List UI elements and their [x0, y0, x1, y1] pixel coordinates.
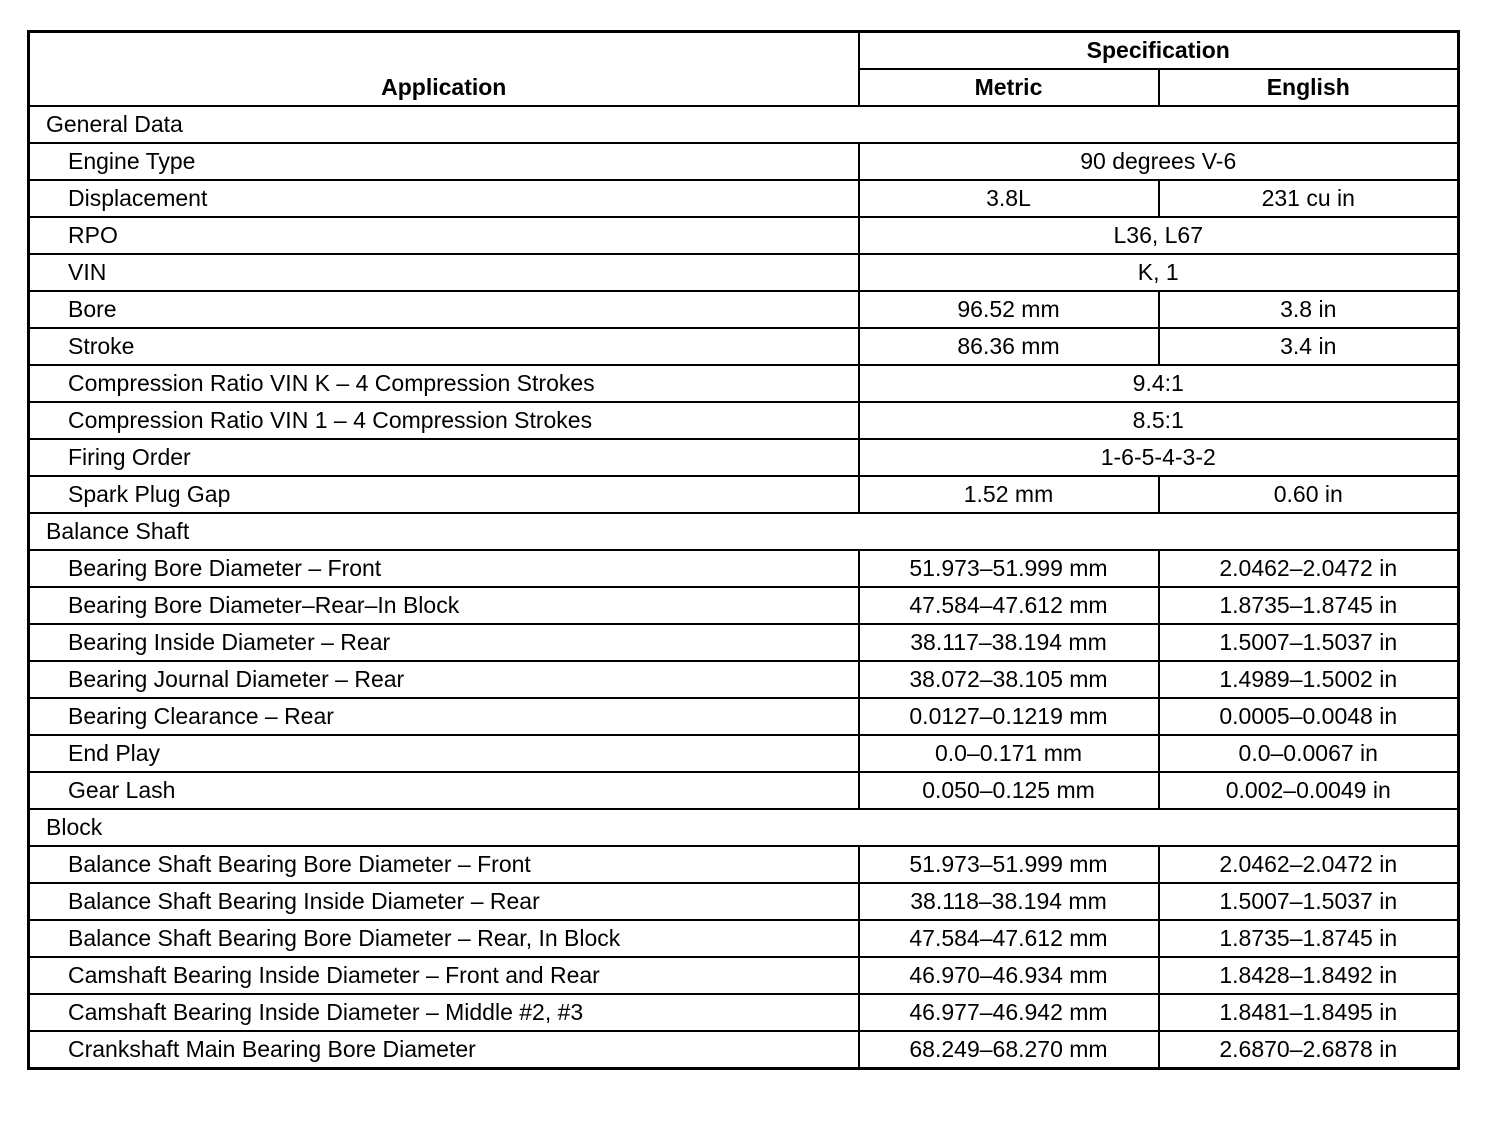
table-row: [29, 180, 1459, 217]
table-row: [29, 254, 1459, 291]
section-title: Block: [29, 809, 1459, 846]
row-label: VIN: [29, 254, 859, 291]
metric-value: 38.072–38.105 mm: [859, 661, 1159, 698]
table-row: [29, 920, 1459, 957]
metric-value: 1.52 mm: [859, 476, 1159, 513]
english-value: 1.8735–1.8745 in: [1159, 920, 1459, 957]
table-row: [29, 994, 1459, 1031]
row-label: Spark Plug Gap: [29, 476, 859, 513]
combined-value: L36, L67: [859, 217, 1459, 254]
metric-value: 51.973–51.999 mm: [859, 846, 1159, 883]
row-label: Bearing Clearance – Rear: [29, 698, 859, 735]
table-row: [29, 624, 1459, 661]
table-row: [29, 735, 1459, 772]
english-value: 3.8 in: [1159, 291, 1459, 328]
table-row: [29, 883, 1459, 920]
metric-header: Metric: [859, 69, 1159, 106]
metric-value: 38.118–38.194 mm: [859, 883, 1159, 920]
section-title: Balance Shaft: [29, 513, 1459, 550]
combined-value: 9.4:1: [859, 365, 1459, 402]
row-label: Balance Shaft Bearing Bore Diameter – Front: [29, 846, 859, 883]
section-row: [29, 809, 1459, 846]
row-label: Camshaft Bearing Inside Diameter – Front and Rear: [29, 957, 859, 994]
table-row: [29, 143, 1459, 180]
metric-value: 68.249–68.270 mm: [859, 1031, 1159, 1069]
metric-value: 51.973–51.999 mm: [859, 550, 1159, 587]
metric-value: 86.36 mm: [859, 328, 1159, 365]
row-label: Bearing Bore Diameter – Front: [29, 550, 859, 587]
specification-header: Specification: [859, 32, 1459, 70]
table-row: [29, 439, 1459, 476]
english-value: 1.5007–1.5037 in: [1159, 883, 1459, 920]
english-value: 231 cu in: [1159, 180, 1459, 217]
metric-value: 0.050–0.125 mm: [859, 772, 1159, 809]
english-header: English: [1159, 69, 1459, 106]
table-row: [29, 846, 1459, 883]
row-label: End Play: [29, 735, 859, 772]
row-label: Engine Type: [29, 143, 859, 180]
english-value: 1.4989–1.5002 in: [1159, 661, 1459, 698]
metric-value: 38.117–38.194 mm: [859, 624, 1159, 661]
row-label: Balance Shaft Bearing Inside Diameter – Rear: [29, 883, 859, 920]
metric-value: 46.970–46.934 mm: [859, 957, 1159, 994]
metric-value: 46.977–46.942 mm: [859, 994, 1159, 1031]
metric-value: 96.52 mm: [859, 291, 1159, 328]
combined-value: 1-6-5-4-3-2: [859, 439, 1459, 476]
metric-value: 3.8L: [859, 180, 1159, 217]
table-row: [29, 550, 1459, 587]
section-row: [29, 106, 1459, 143]
row-label: Bore: [29, 291, 859, 328]
table-row: [29, 698, 1459, 735]
row-label: Bearing Journal Diameter – Rear: [29, 661, 859, 698]
table-row: [29, 291, 1459, 328]
table-row: [29, 1031, 1459, 1069]
engine-spec-table: [27, 30, 1460, 1070]
table-row: [29, 328, 1459, 365]
row-label: Compression Ratio VIN K – 4 Compression Strokes: [29, 365, 859, 402]
metric-value: 47.584–47.612 mm: [859, 587, 1159, 624]
row-label: Compression Ratio VIN 1 – 4 Compression Strokes: [29, 402, 859, 439]
table-row: [29, 217, 1459, 254]
english-value: 1.8428–1.8492 in: [1159, 957, 1459, 994]
row-label: RPO: [29, 217, 859, 254]
row-label: Crankshaft Main Bearing Bore Diameter: [29, 1031, 859, 1069]
table-body: [29, 106, 1459, 1069]
english-value: 3.4 in: [1159, 328, 1459, 365]
table-header: [29, 32, 1459, 107]
table-row: [29, 661, 1459, 698]
table-row: [29, 587, 1459, 624]
section-row: [29, 513, 1459, 550]
english-value: 0.002–0.0049 in: [1159, 772, 1459, 809]
row-label: Stroke: [29, 328, 859, 365]
english-value: 1.5007–1.5037 in: [1159, 624, 1459, 661]
english-value: 0.0–0.0067 in: [1159, 735, 1459, 772]
table-row: [29, 402, 1459, 439]
table-row: [29, 365, 1459, 402]
combined-value: 90 degrees V-6: [859, 143, 1459, 180]
section-title: General Data: [29, 106, 1459, 143]
english-value: 1.8735–1.8745 in: [1159, 587, 1459, 624]
table-row: [29, 772, 1459, 809]
row-label: Gear Lash: [29, 772, 859, 809]
combined-value: K, 1: [859, 254, 1459, 291]
combined-value: 8.5:1: [859, 402, 1459, 439]
metric-value: 47.584–47.612 mm: [859, 920, 1159, 957]
row-label: Bearing Inside Diameter – Rear: [29, 624, 859, 661]
row-label: Bearing Bore Diameter–Rear–In Block: [29, 587, 859, 624]
row-label: Firing Order: [29, 439, 859, 476]
english-value: 1.8481–1.8495 in: [1159, 994, 1459, 1031]
table-row: [29, 476, 1459, 513]
metric-value: 0.0127–0.1219 mm: [859, 698, 1159, 735]
row-label: Displacement: [29, 180, 859, 217]
english-value: 0.60 in: [1159, 476, 1459, 513]
english-value: 2.0462–2.0472 in: [1159, 846, 1459, 883]
english-value: 2.6870–2.6878 in: [1159, 1031, 1459, 1069]
metric-value: 0.0–0.171 mm: [859, 735, 1159, 772]
table-row: [29, 957, 1459, 994]
english-value: 0.0005–0.0048 in: [1159, 698, 1459, 735]
english-value: 2.0462–2.0472 in: [1159, 550, 1459, 587]
row-label: Camshaft Bearing Inside Diameter – Middle #2, #3: [29, 994, 859, 1031]
application-header: Application: [29, 32, 859, 107]
row-label: Balance Shaft Bearing Bore Diameter – Rear, In Block: [29, 920, 859, 957]
